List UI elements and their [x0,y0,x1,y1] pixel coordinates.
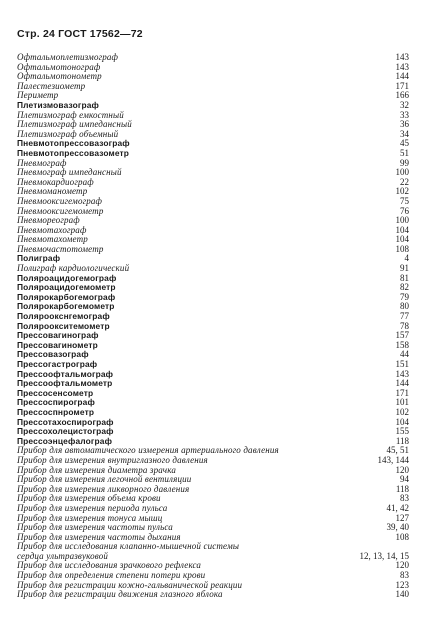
index-page-numbers: 143 [395,368,409,379]
index-term: Полярокарбогемометр [17,301,115,312]
index-term: Палестезиометр [17,80,86,91]
index-entry [17,245,409,255]
index-term: Прибор для регистрации кожно-гальванической реакции [17,579,243,590]
index-page-numbers: 75 [400,195,409,206]
index-term: Прессовагинометр [17,339,98,350]
index-term: Пневмограф [17,157,67,168]
index-term: Прибор для исследования клапанно-мышечной системы [17,541,240,552]
index-page-numbers: 78 [400,320,409,331]
index-page-numbers: 171 [395,387,409,398]
index-term: Прессосенсометр [17,387,94,398]
index-page-numbers: 91 [400,263,409,274]
index-page-numbers: 108 [395,243,409,254]
index-page-numbers: 157 [395,330,409,341]
index-term: Пневмочастотометр [17,243,104,254]
index-page-numbers: 36 [400,119,409,130]
index-page-numbers: 144 [395,71,409,82]
index-term: Плетизмограф емкостный [17,109,124,120]
index-page-numbers: 102 [395,186,409,197]
index-page-numbers: 118 [395,435,409,446]
index-term: Пневмотахограф [17,224,87,235]
index-term: Пневмограф импедансный [17,167,122,178]
index-page-numbers: 44 [400,349,409,360]
index-term: Прессовазограф [17,349,89,360]
index-term: Прибор для измерения частоты дыхания [17,531,181,542]
index-page-numbers: 99 [400,157,409,168]
index-page-numbers: 100 [395,167,409,178]
index-term: Прессовагинограф [17,330,99,341]
index-page-numbers: 104 [395,234,409,245]
index-term: Прибор для измерения ликворного давления [17,483,190,494]
index-page-numbers: 83 [400,570,409,581]
index-term: Прибор для измерения частоты пульса [17,522,173,533]
index-term: Поляроокситемометр [17,320,110,331]
index-page-numbers: 45 [400,138,409,149]
index-term: Пневмооксигемометр [17,205,104,216]
index-term: Полиграф [17,253,61,264]
index-page-numbers: 158 [395,339,409,350]
index-page-numbers: 140 [395,589,409,600]
index-term: Поляроокснгемограф [17,311,110,322]
index-term: Полиграф кардиологический [17,263,130,274]
index-entry [17,149,409,159]
index-page-numbers: 12, 13, 14, 15 [359,550,409,561]
index-term: Пневмотопрессовазограф [17,138,130,149]
index-term: Офтальмотонометр [17,71,102,82]
index-term: сердца ультразвуковой [17,550,109,561]
index-term: Полярокарбогемограф [17,291,116,302]
index-term: Прибор для измерения объема крови [17,493,161,504]
index-term: Прессотахоспирограф [17,416,114,427]
index-page-numbers: 102 [395,406,409,417]
index-page-numbers: 22 [400,176,409,187]
index-term: Пневмотопрессовазометр [17,147,130,158]
index-page-numbers: 108 [395,531,409,542]
index-term: Поляроацидогемометр [17,282,116,293]
index-page-numbers: 144 [395,378,409,389]
index-page-numbers: 171 [395,80,409,91]
index-page-numbers: 127 [395,512,409,523]
index-term: Плетизмовазограф [17,99,100,110]
index-page-numbers: 123 [395,579,409,590]
page-header: Стр. 24 ГОСТ 17562—72 [17,28,143,40]
index-page-numbers: 32 [400,99,409,110]
index-term: Прессоспирограф [17,397,95,408]
index-term: Пневмоманометр [17,186,88,197]
index-page-numbers: 143, 144 [377,454,409,465]
index-page-numbers: 104 [395,224,409,235]
index-term: Прибор для регистрации движения глазного яблока [17,589,223,600]
index-term: Прессогастрограф [17,359,98,369]
index-term: Прессоофтальмометр [17,378,113,389]
index-term: Прибор для определения степени потери крови [17,570,206,581]
index-page-numbers: 151 [395,359,409,369]
index-page-numbers: 143 [395,61,409,72]
index-term: Пневмокардиограф [17,176,94,187]
index-page-numbers: 41, 42 [386,502,409,513]
index-term: Офтальмоплетизмограф [17,52,119,62]
index-list [17,53,409,600]
index-term: Прессоэнцефалограф [17,435,113,446]
index-entry [17,82,409,92]
index-page-numbers: 39, 40 [386,522,409,533]
index-term: Офтальмотонограф [17,61,101,72]
index-term: Прибор для измерения внутриглазного давления [17,454,208,465]
index-term: Плетизмограф импедансный [17,119,132,130]
index-term: Плетизмограф объемный [17,128,119,139]
index-page-numbers: 76 [400,205,409,216]
index-term: Пневмооксигемограф [17,195,103,206]
index-page-numbers: 51 [400,147,409,158]
index-term: Пневмореограф [17,215,80,226]
index-page-numbers: 118 [395,483,409,494]
index-term: Прибор для автоматического измерения артериального давления [17,445,279,456]
index-term: Прибор для измерения периода пульса [17,502,168,513]
index-term: Прибор для измерения легочной вентиляции [17,474,192,485]
index-page-numbers: 166 [395,90,409,101]
index-page-numbers: 143 [395,52,409,62]
index-page-numbers: 34 [400,128,409,139]
index-term: Прибор для измерения тонуса мышц [17,512,163,523]
index-page-numbers: 100 [395,215,409,226]
index-term: Прибор для измерения диаметра зрачка [17,464,176,475]
index-page-numbers: 80 [400,301,409,312]
index-page-numbers: 82 [400,282,409,293]
index-page-numbers: 83 [400,493,409,504]
index-page-numbers: 81 [400,272,409,283]
index-page-numbers: 77 [400,311,409,322]
index-page-numbers: 4 [404,253,409,264]
index-term: Прессоофтальмограф [17,368,114,379]
index-page-numbers: 104 [395,416,409,427]
index-term: Прессоспнрометр [17,406,95,417]
index-page-numbers: 45, 51 [386,445,409,456]
index-page-numbers: 94 [400,474,409,485]
index-page-numbers: 33 [400,109,409,120]
index-page-numbers: 79 [400,291,409,302]
index-page-numbers: 155 [395,426,409,437]
index-page-numbers: 101 [395,397,409,408]
index-term: Поляроацидогемограф [17,272,117,283]
index-term: Периметр [17,90,59,101]
index-term: Прессохолецистограф [17,426,114,437]
index-term: Прибор для исследования зрачкового рефлекса [17,560,202,571]
index-term: Пневмотахометр [17,234,88,245]
index-entry [17,590,409,600]
index-page-numbers: 120 [395,464,409,475]
index-page-numbers: 120 [395,560,409,571]
